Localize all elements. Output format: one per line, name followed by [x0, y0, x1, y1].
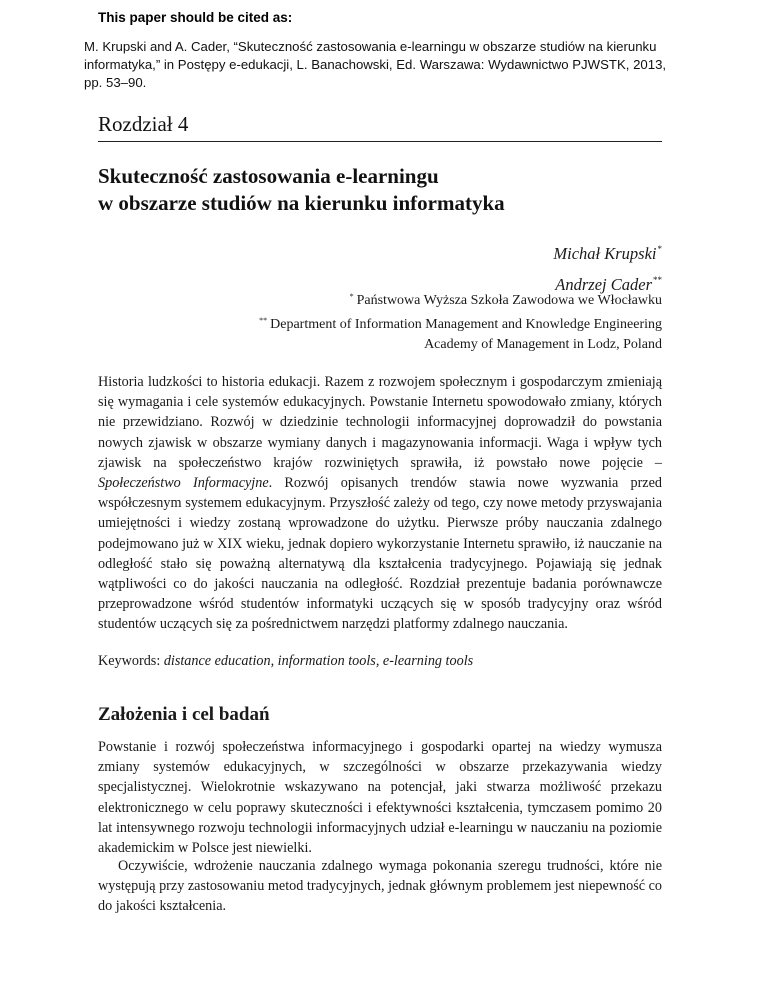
section-paragraph-1: Powstanie i rozwój społeczeństwa informacyjnego i gospodarki opartej na wiedzy wymusza zmiany systemów edukacyjnych, w szczególności w obszarze przekazywania wiedzy specjalistycznej. Wielokrotnie wskazywano na potencjał, jaki stwarza możliwość przekazu elektronicznego w celu poprawy skuteczności i efektywności kształcenia, tymczasem pomimo 20 lat intensywnego rozwoju technologii informacyjnych udział e-learningu w nauczaniu na poziomie akademickim w Polsce jest niewielki. [98, 739, 662, 857]
affiliation-text: Department of Information Management and Knowledge Engineering [270, 317, 662, 332]
abstract-emphasis: Społeczeństwo Informacyjne [98, 475, 269, 492]
affiliation-2 [259, 311, 662, 335]
paper-title-line-1: Skuteczność zastosowania e-learningu [98, 164, 439, 188]
abstract-text-2: . Rozwój opisanych trendów stawia nowe wyzwania przed współczesnym systemem edukacyjnym. Przyszłość zależy od tego, czy nowe metody przyswajania umiejętności i wiedzy zostaną wprowadzone do użytku. Pierwsze próby nauczania zdalnego podejmowano już w XIX wieku, jednak dopiero wykorzystanie Internetu sprawiło, iż nauczanie na odległość stało się poważną alternatywą dla kształcenia tradycyjnego. Pojawiają się jednak wątpliwości co do jakości nauczania na odległość. Rozdział prezentuje badania porównawcze przeprowadzone wśród studentów informatyki uczących się w sposób tradycyjny oraz wśród studentów uczących się za pośrednictwem narzędzi platformy zdalnego nauczania. [98, 475, 662, 633]
affiliation-3 [259, 335, 662, 355]
citation-heading: This paper should be cited as: [98, 10, 293, 25]
author-mark: ** [653, 275, 662, 285]
author-name: Michał Krupski [553, 244, 657, 263]
author-mark: * [657, 244, 662, 254]
keywords [98, 651, 662, 671]
section-paragraph-2: Oczywiście, wdrożenie nauczania zdalnego wymaga pokonania szeregu trudności, które nie występują przy zastosowaniu metod tradycyjnych, jednak głównym problemem jest niepewność co do jakości kształcenia. [98, 858, 662, 915]
author-name: Andrzej Cader [555, 275, 652, 294]
chapter-divider [98, 141, 662, 142]
keywords-label: Keywords: [98, 653, 164, 669]
affiliation-list [259, 287, 662, 355]
section-heading: Założenia i cel badań [98, 704, 270, 725]
affiliation-text: Państwowa Wyższa Szkoła Zawodowa we Włocławku [356, 293, 662, 308]
author-1 [553, 236, 662, 267]
citation-text: M. Krupski and A. Cader, “Skuteczność zastosowania e-learningu w obszarze studiów na kierunku informatyka,” in Postępy e-edukacji, L. Banachowski, Ed. Warszawa: Wydawnictwo PJWSTK, 2013, pp. 53–90. [84, 39, 667, 90]
paper-title [98, 163, 698, 217]
affiliation-1 [259, 287, 662, 311]
affiliation-mark: ** [259, 316, 268, 325]
affiliation-mark: * [349, 292, 354, 301]
keywords-value: distance education, information tools, e-learning tools [163, 653, 474, 669]
chapter-label: Rozdział 4 [98, 112, 189, 136]
abstract [98, 372, 662, 635]
affiliation-text: Academy of Management in Lodz, Poland [424, 337, 662, 352]
abstract-text-1: Historia ludzkości to historia edukacji. Razem z rozwojem społecznym i gospodarczym zmieniają się wymagania i cele systemów edukacyjnych. Powstanie Internetu spowodowało zmiany, których nie przewidziano. Rozwój w dziedzinie technologii informacyjnej doprowadził do powstania nowych zjawisk w obszarze wymiany danych i magazynowania informacji. Waga i wpływ tych zjawisk na społeczeństwo krajów rozwiniętych sprawiła, iż powstało nowe pojęcie – [98, 374, 662, 471]
paper-title-line-2: w obszarze studiów na kierunku informatyka [98, 191, 505, 215]
